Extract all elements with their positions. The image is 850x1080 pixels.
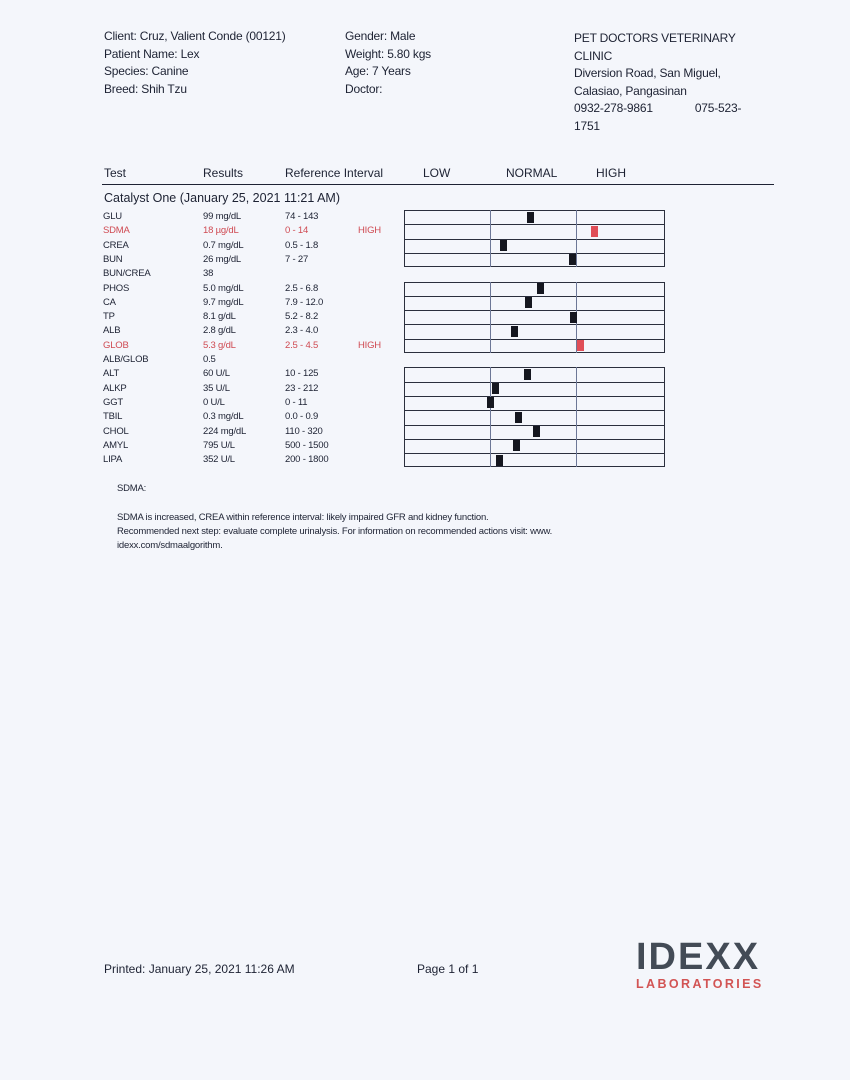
note-line-3: idexx.com/sdmaalgorithm.: [117, 540, 223, 551]
row-result: 0.3 mg/dL: [203, 411, 244, 423]
row-test-name: CHOL: [103, 425, 129, 437]
result-marker: [569, 254, 576, 265]
note-line-1: SDMA is increased, CREA within reference interval: likely impaired GFR and kidney function.: [117, 512, 489, 523]
gender: Gender: Male: [345, 29, 416, 43]
row-test-name: GLOB: [103, 339, 129, 351]
row-result: 224 mg/dL: [203, 425, 247, 437]
range-graph-row-divider: [405, 324, 664, 325]
patient-name: Patient Name: Lex: [104, 46, 200, 61]
row-result: 352 U/L: [203, 454, 235, 466]
row-reference: 7.9 - 12.0: [285, 296, 324, 308]
weight: Weight: 5.80 kgs: [345, 46, 431, 61]
row-result: 8.1 g/dL: [203, 311, 236, 323]
row-result: 35 U/L: [203, 382, 230, 394]
clinic-address-line2: Calasiao, Pangasinan: [574, 83, 687, 98]
logo-wordmark: IDEXX: [636, 936, 761, 978]
col-header-results: Results: [203, 166, 244, 180]
range-graph-row-divider: [405, 296, 664, 297]
clinic-phones: [574, 100, 774, 118]
clinic-name-line1: PET DOCTORS VETERINARY: [574, 31, 736, 45]
row-reference: 2.5 - 4.5: [285, 339, 319, 351]
clinic-info: [574, 30, 774, 135]
col-header-low: LOW: [423, 166, 451, 180]
row-test-name: ALB: [103, 325, 121, 337]
range-graph-row-divider: [405, 224, 664, 225]
row-test-name: CA: [103, 296, 116, 308]
row-test-name: AMYL: [103, 439, 129, 451]
row-reference: 0 - 11: [285, 396, 308, 408]
normal-range-boundary: [490, 282, 491, 354]
clinic-phone-2-cont: 1751: [574, 118, 600, 133]
range-graph-row-divider: [405, 339, 664, 340]
row-result: 0.5: [203, 354, 216, 365]
result-marker: [570, 312, 577, 323]
note-heading: SDMA:: [117, 483, 147, 494]
range-graph-row-divider: [405, 439, 664, 440]
row-test-name: GGT: [103, 396, 123, 408]
species: Species: Canine: [104, 64, 189, 78]
row-test-name: LIPA: [103, 454, 123, 466]
logo-subtitle: LABORATORIES: [636, 977, 764, 991]
result-marker: [513, 440, 520, 451]
row-result: 60 U/L: [203, 368, 230, 380]
clinic-address-line1: Diversion Road, San Miguel,: [574, 66, 721, 80]
col-header-high: HIGH: [596, 166, 626, 180]
clinic-name-line2: CLINIC: [574, 48, 613, 63]
result-marker: [591, 226, 598, 237]
row-result: 99 mg/dL: [203, 211, 242, 222]
row-reference: 7 - 27: [285, 253, 309, 265]
result-marker: [524, 369, 531, 380]
row-result: 9.7 mg/dL: [203, 296, 244, 308]
col-header-reference: Reference Interval: [285, 166, 384, 180]
idexx-logo: [636, 938, 776, 991]
range-graph-row-divider: [405, 310, 664, 311]
breed: Breed: Shih Tzu: [104, 81, 187, 96]
row-reference: 200 - 1800: [285, 454, 329, 466]
row-test-name: ALKP: [103, 382, 127, 394]
row-reference: 0.0 - 0.9: [285, 411, 319, 423]
col-header-normal: NORMAL: [506, 166, 558, 180]
row-reference: 74 - 143: [285, 211, 319, 222]
row-reference: 110 - 320: [285, 425, 323, 437]
row-reference: 5.2 - 8.2: [285, 311, 319, 323]
row-test-name: CREA: [103, 239, 129, 251]
note-line-2: Recommended next step: evaluate complete urinalysis. For information on recommended actions visit: www.: [117, 526, 553, 537]
row-high-flag: HIGH: [358, 225, 381, 237]
row-reference: 23 - 212: [285, 382, 319, 394]
normal-range-boundary: [490, 367, 491, 467]
row-test-name: BUN: [103, 253, 123, 265]
row-test-name: ALB/GLOB: [103, 354, 149, 365]
row-test-name: SDMA: [103, 225, 130, 237]
row-reference: 500 - 1500: [285, 439, 329, 451]
row-reference: 2.3 - 4.0: [285, 325, 319, 337]
row-test-name: ALT: [103, 368, 120, 380]
clinic-phone-1: 0932-278-9861: [574, 101, 653, 115]
result-marker: [515, 412, 522, 423]
row-test-name: TBIL: [103, 411, 123, 423]
result-marker: [537, 283, 544, 294]
section-title: Catalyst One (January 25, 2021 11:21 AM): [104, 191, 341, 205]
range-graph-row-divider: [405, 453, 664, 454]
range-graph-row-divider: [405, 382, 664, 383]
row-result: 5.3 g/dL: [203, 339, 236, 351]
normal-range-boundary: [576, 210, 577, 267]
page-number: Page 1 of 1: [417, 962, 479, 976]
clinic-phone-2: 075-523-: [694, 101, 742, 115]
row-result: 0.7 mg/dL: [203, 239, 244, 251]
range-graph-row-divider: [405, 410, 664, 411]
row-result: 0 U/L: [203, 396, 225, 408]
row-reference: 0 - 14: [285, 225, 309, 237]
client-name: Client: Cruz, Valient Conde (00121): [104, 29, 286, 43]
printed-timestamp: Printed: January 25, 2021 11:26 AM: [104, 962, 295, 976]
row-result: 38: [203, 268, 214, 280]
row-result: 2.8 g/dL: [203, 325, 236, 337]
patient-vitals: [345, 28, 431, 98]
row-test-name: PHOS: [103, 282, 130, 294]
result-marker: [533, 426, 540, 437]
result-marker: [487, 397, 494, 408]
result-marker: [511, 326, 518, 337]
range-graph-row-divider: [405, 253, 664, 254]
result-marker: [527, 212, 534, 223]
result-marker: [525, 297, 532, 308]
row-test-name: TP: [103, 311, 115, 323]
result-marker: [496, 455, 503, 466]
result-marker: [577, 340, 584, 351]
row-result: 795 U/L: [203, 439, 235, 451]
row-reference: 2.5 - 6.8: [285, 282, 319, 294]
client-info: [104, 28, 286, 98]
row-high-flag: HIGH: [358, 339, 381, 351]
normal-range-boundary: [576, 367, 577, 467]
result-marker: [500, 240, 507, 251]
row-test-name: GLU: [103, 211, 122, 222]
age: Age: 7 Years: [345, 64, 411, 78]
row-result: 18 µg/dL: [203, 225, 239, 237]
col-header-test: Test: [104, 166, 127, 180]
row-reference: 10 - 125: [285, 368, 319, 380]
normal-range-boundary: [490, 210, 491, 267]
row-result: 5.0 mg/dL: [203, 282, 244, 294]
row-reference: 0.5 - 1.8: [285, 239, 319, 251]
row-test-name: BUN/CREA: [103, 268, 151, 280]
range-graph-row-divider: [405, 396, 664, 397]
range-graph-row-divider: [405, 239, 664, 240]
header-rule: [102, 184, 774, 185]
result-marker: [492, 383, 499, 394]
range-graph-box: [404, 282, 665, 354]
doctor: Doctor:: [345, 81, 383, 96]
row-result: 26 mg/dL: [203, 253, 242, 265]
